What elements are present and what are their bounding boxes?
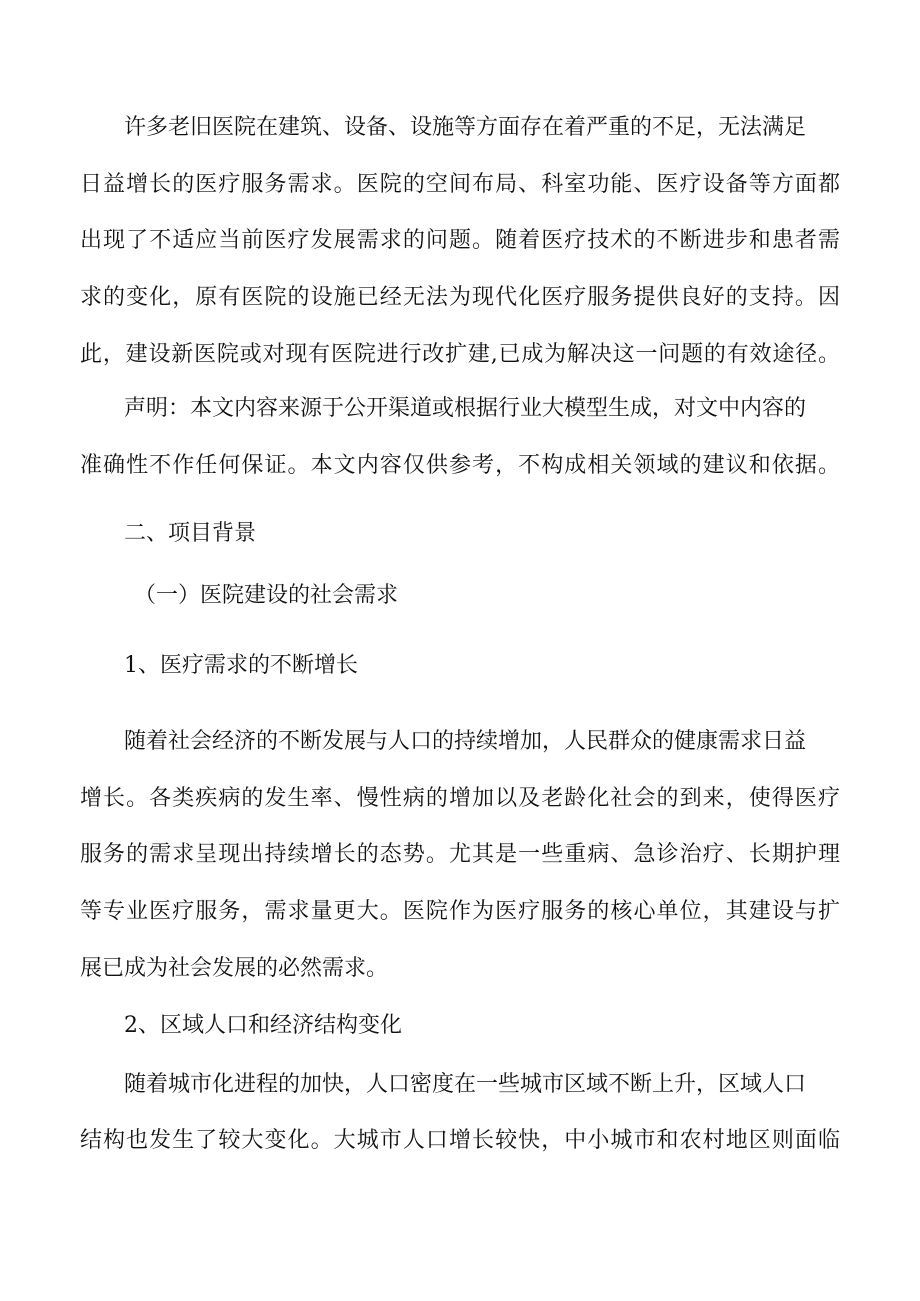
subsection-heading: （一）医院建设的社会需求 — [134, 583, 399, 608]
paragraph-line: 等专业医疗服务，需求量更大。医院作为医疗服务的核心单位，其建设与扩 — [80, 899, 840, 924]
section-heading: 二、项目背景 — [124, 521, 257, 546]
item-heading: 2、区域人口和经济结构变化 — [124, 1013, 402, 1038]
paragraph-line: 日益增长的医疗服务需求。医院的空间布局、科室功能、医疗设备等方面都 — [80, 172, 840, 197]
paragraph-line: 增长。各类疾病的发生率、慢性病的增加以及老龄化社会的到来，使得医疗 — [80, 786, 840, 811]
paragraph-line: 声明：本文内容来源于公开渠道或根据行业大模型生成，对文中内容的 — [124, 396, 807, 421]
paragraph-line: 随着社会经济的不断发展与人口的持续增加，人民群众的健康需求日益 — [124, 729, 807, 754]
paragraph-line: 求的变化，原有医院的设施已经无法为现代化医疗服务提供良好的支持。因 — [80, 285, 840, 310]
paragraph-line: 随着城市化进程的加快，人口密度在一些城市区域不断上升，区域人口 — [124, 1072, 807, 1097]
paragraph-line: 准确性不作任何保证。本文内容仅供参考，不构成相关领域的建议和依据。 — [80, 453, 840, 478]
paragraph-line: 许多老旧医院在建筑、设备、设施等方面存在着严重的不足，无法满足 — [124, 115, 807, 140]
paragraph-line: 结构也发生了较大变化。大城市人口增长较快，中小城市和农村地区则面临 — [80, 1128, 840, 1153]
paragraph-line: 展已成为社会发展的必然需求。 — [80, 956, 389, 981]
paragraph-line: 此，建设新医院或对现有医院进行改扩建,已成为解决这一问题的有效途径。 — [80, 342, 840, 367]
paragraph-line: 出现了不适应当前医疗发展需求的问题。随着医疗技术的不断进步和患者需 — [80, 228, 840, 253]
paragraph-line: 服务的需求呈现出持续增长的态势。尤其是一些重病、急诊治疗、长期护理 — [80, 842, 840, 867]
item-heading: 1、医疗需求的不断增长 — [124, 653, 358, 678]
